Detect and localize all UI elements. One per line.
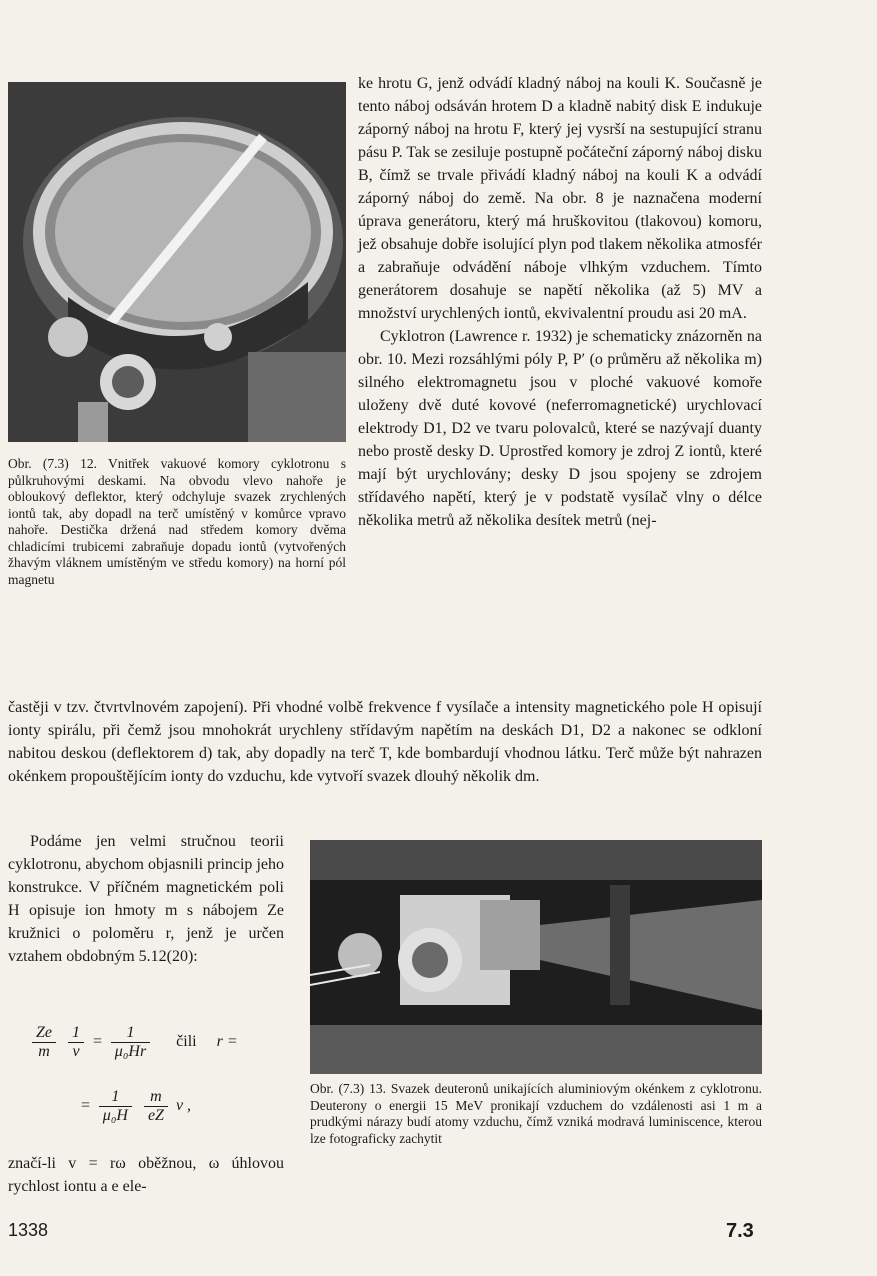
eq-word: čili (176, 1033, 197, 1051)
frac-1-mu0hr (111, 1024, 150, 1061)
frac-1-v (68, 1024, 84, 1061)
eq-sign: = (80, 1097, 91, 1115)
eq-num: 1 (68, 1024, 84, 1043)
figure-13-caption: Obr. (7.3) 13. Svazek deuteronů unikajících aluminiovým okénkem z cyklotronu. Deuterony o energii 15 MeV pronikají vzduchem do vzdálenosti asi 1 m a prudkými nárazy budí atomy vzduchu, čímž vzniká modravá luminiscence, kterou lze fotograficky zachytit (310, 1081, 762, 1146)
frac-ze-m (32, 1024, 56, 1061)
eq-den: μ₀H (102, 1107, 128, 1124)
eq-sign: = (92, 1033, 103, 1051)
equation-line-1 (28, 1024, 298, 1061)
page-number: 1338 (8, 1220, 49, 1240)
figure-12-caption: Obr. (7.3) 12. Vnitřek vakuové komory cyklotronu s půlkruhovými deskami. Na obvodu vlevo nahoře je obloukový deflektor, který odchyluje svazek zrychlených iontů tak, aby dopadl na terč umístěný v komůrce vpravo nahoře. Destička držená nad středem komory dvěma chladicími trubicemi zabraňuje dopadu iontů (vytvořených žhavým vláknem umístěným ve středu komory) na horní pól magnetu (8, 456, 346, 587)
tail-paragraph: značí-li v = rω oběžnou, ω úhlovou rychlost iontu a e ele- (8, 1155, 284, 1195)
eq-num: 1 (99, 1088, 132, 1107)
eq-num: 1 (111, 1024, 150, 1043)
photo-deuteron-beam (310, 840, 762, 1074)
eq-den: v (72, 1043, 80, 1060)
eq-tail: v , (175, 1097, 192, 1115)
frac-m-ez (144, 1088, 168, 1125)
theory-paragraph: Podáme jen velmi stručnou teorii cyklotronu, abychom objasnili princip jeho konstrukce. V příčném magnetickém poli H opisuje ion hmoty m s nábojem Ze kružnici o poloměru r, jenž je určen vztahem obdobným 5.12(20): (8, 833, 284, 965)
eq-r: r = (216, 1033, 238, 1051)
frac-1-mu0h (99, 1088, 132, 1125)
eq-den: eZ (147, 1107, 164, 1124)
paragraph-generator: ke hrotu G, jenž odvádí kladný náboj na kouli K. Současně je tento náboj odsáván hrotem D a kladně nabitý disk E indukuje záporný náboj na hrotu F, který jej vysrší na sestupující stranu pásu P. Tak se zesiluje postupně počáteční záporný náboj disku B, čímž se trvale přivádí kladný náboj na kouli K a odvádí záporný náboj do země. Na obr. 8 je naznačena moderní úprava generátoru, který má hruškovitou (tlakovou) komoru, jež obsahuje dobře isolující plyn pod tlakem několika atmosfér a zabraňuje odvádění náboje vlhkým vzduchem. Tímto generátorem dosahuje se napětí několika (až 5) MV a množství urychlených iontů, ekvivalentní proudu asi 20 mA. (358, 75, 762, 322)
eq-num: m (144, 1088, 168, 1107)
right-column (358, 72, 762, 532)
full-width-paragraph: častěji v tzv. čtvrtvlnovém zapojení). Při vhodné volbě frekvence f vysílače a intensity magnetického pole H opisují ionty spirálu, při čemž jsou mnohokrát urychleny střídavým napětím na deskách D1, D2 a nakonec se odkloní nabitou deskou (deflektorem d) tak, aby dopadly na terč T, kde bombardují vhodnou látku. Terč může být nahrazen okénkem propouštějícím ionty do vzduchu, kde vytvoří svazek dlouhý několik dm. (8, 699, 762, 785)
section-number: 7.3 (726, 1220, 754, 1242)
equation-line-2 (80, 1088, 300, 1125)
photo-cyclotron-chamber (8, 82, 346, 442)
paragraph-cyclotron: Cyklotron (Lawrence r. 1932) je schematicky znázorněn na obr. 10. Mezi rozsáhlými póly P, P′ (o průměru až několika m) silného elektromagnetu jsou v ploché vakuové komoře uloženy dvě duté kovové (neferromagnetické) urychlovací elektrody D1, D2 ve tvaru polovalců, které se nazývají duanty nebo prostě desky D. Uprostřed komory je zdroj Z iontů, které mají být urychlovány; desky D jsou spojeny se zdrojem střídavého napětí, který je v podstatě vysílač vlny o délce několika metrů až několika desítek metrů (nej- (358, 328, 762, 529)
eq-num: Ze (32, 1024, 56, 1043)
eq-den: μ₀Hr (114, 1043, 147, 1060)
eq-den: m (38, 1043, 50, 1060)
